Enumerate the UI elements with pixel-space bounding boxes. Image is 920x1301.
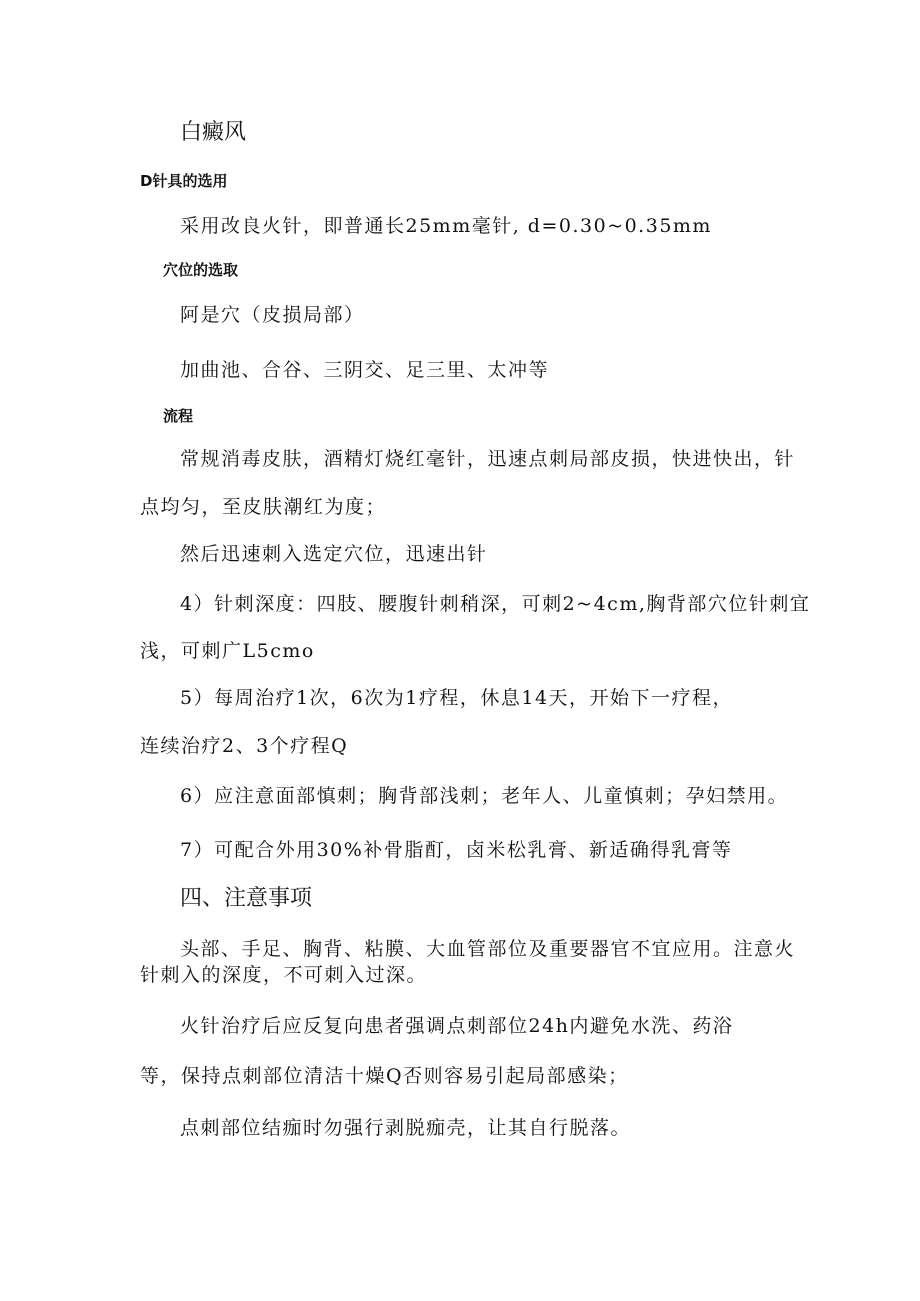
needle-text: 采用改良火针，即普通长25mm毫针, d=0.30~0.35mm — [180, 215, 712, 237]
notes-item-2a: 火针治疗后应反复向患者强调点刺部位24h内避免水洗、药浴 — [180, 1015, 734, 1037]
process-step-6: 6）应注意面部慎刺；胸背部浅刺；老年人、儿童慎刺；孕妇禁用。 — [180, 785, 789, 807]
notes-item-3: 点刺部位结痂时勿强行剥脱痂壳，让其自行脱落。 — [180, 1117, 632, 1139]
point-heading: 穴位的选取 — [163, 261, 239, 279]
process-step-7: 7）可配合外用30%补骨脂酊，卤米松乳膏、新适确得乳膏等 — [180, 839, 733, 861]
process-step-1a: 常规消毒皮肤，酒精灯烧红毫针，迅速点刺局部皮损，快进快出，针 — [180, 448, 796, 470]
needle-heading: D针具的选用 — [140, 172, 228, 190]
point-text-2: 加曲池、合谷、三阴交、足三里、太冲等 — [180, 359, 550, 381]
process-step-1b: 点均匀，至皮肤潮红为度； — [140, 496, 387, 518]
process-step-4b: 浅，可刺广L5cmo — [140, 640, 315, 662]
point-text-1: 阿是穴（皮损局部） — [180, 304, 365, 326]
process-step-4a: 4）针刺深度：四肢、腰腹针刺稍深，可刺2~4cm,胸背部穴位针刺宜 — [180, 593, 811, 615]
notes-item-1a: 头部、手足、胸背、粘膜、大血管部位及重要器官不宜应用。注意火 — [180, 938, 796, 960]
process-step-2: 然后迅速刺入选定穴位，迅速出针 — [180, 543, 488, 565]
page-title: 白癜风 — [180, 120, 247, 145]
process-step-5b: 连续治疗2、3个疗程Q — [140, 735, 349, 757]
notes-heading: 四、注意事项 — [180, 886, 313, 911]
process-heading: 流程 — [163, 407, 194, 425]
notes-item-2b: 等，保持点刺部位清洁十燥Q否则容易引起局部感染； — [140, 1065, 629, 1087]
notes-item-1b: 针刺入的深度，不可刺入过深。 — [140, 964, 428, 986]
process-step-5a: 5）每周治疗1次，6次为1疗程，休息14天，开始下一疗程， — [180, 687, 734, 709]
